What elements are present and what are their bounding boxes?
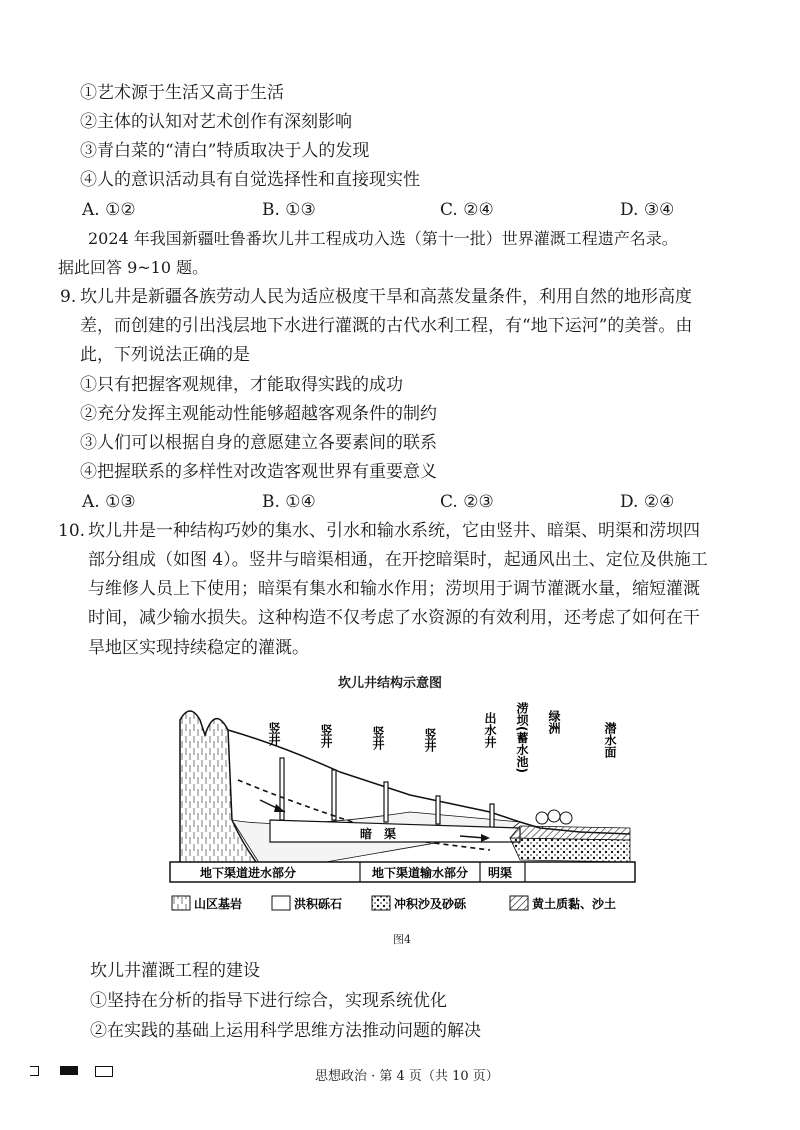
q9-option-c: C. ②③ bbox=[440, 492, 494, 512]
q10-stem-3: 与维修人员上下使用；暗渠有集水和输水作用；涝坝用于调节灌溉水量，缩短灌溉 bbox=[88, 579, 700, 599]
q9-statement-3: ③人们可以根据自身的意愿建立各要素间的联系 bbox=[80, 433, 437, 453]
q9-option-a: A. ①③ bbox=[82, 492, 136, 512]
shaft-2 bbox=[332, 770, 336, 820]
page-footer: 思想政治 · 第 4 页（共 10 页） bbox=[315, 1069, 499, 1084]
figure-caption: 图4 bbox=[393, 933, 411, 946]
q10-stem-1: 坎儿井是一种结构巧妙的集水、引水和输水系统，它由竖井、暗渠、明渠和涝坝四 bbox=[88, 521, 700, 541]
intro-line-1: 2024 年我国新疆吐鲁番坎儿井工程成功入选（第十一批）世界灌溉工程遗产名录。 bbox=[88, 229, 678, 248]
q9-stem-2: 差，而创建的引出浅层地下水进行灌溉的古代水利工程，有“地下运河”的美誉。由 bbox=[80, 316, 693, 336]
label-pond: 涝坝(蓄水池) bbox=[515, 702, 529, 773]
q9-number: 9. bbox=[60, 287, 77, 307]
prev-option-d: D. ③④ bbox=[620, 200, 675, 220]
legend-gravel: 洪积砾石 bbox=[294, 897, 343, 911]
prev-option-b: B. ①③ bbox=[262, 200, 316, 220]
q10-statement-1: ①坚持在分析的指导下进行综合，实现系统优化 bbox=[90, 991, 447, 1011]
legend-sand: 冲积沙及砂砾 bbox=[394, 897, 467, 911]
loess-soil bbox=[510, 826, 630, 840]
prev-statement-2: ②主体的认知对艺术创作有深刻影响 bbox=[80, 112, 352, 132]
legend-loess: 黄土质黏、沙土 bbox=[532, 897, 617, 911]
label-shaft-1: 竖井 bbox=[267, 722, 281, 746]
label-shaft-4: 竖井 bbox=[423, 728, 437, 752]
prev-statement-3: ③青白菜的“清白”特质取决于人的发现 bbox=[80, 141, 370, 161]
shaft-3 bbox=[384, 782, 388, 822]
oasis-tree-2 bbox=[548, 810, 560, 822]
prev-statement-4: ④人的意识活动具有自觉选择性和直接现实性 bbox=[80, 170, 420, 190]
section-open-channel: 明渠 bbox=[488, 866, 513, 880]
label-shaft-2: 竖井 bbox=[319, 724, 333, 748]
oasis-tree-1 bbox=[536, 812, 548, 824]
prev-option-a: A. ①② bbox=[82, 200, 136, 220]
shaft-4 bbox=[436, 796, 440, 824]
label-oasis: 绿洲 bbox=[547, 710, 561, 734]
label-water-table: 潜水面 bbox=[603, 722, 617, 758]
label-shaft-3: 竖井 bbox=[371, 726, 385, 750]
legend-swatch-bedrock bbox=[172, 896, 190, 910]
q9-stem-3: 此，下列说法正确的是 bbox=[80, 345, 250, 365]
label-canal: 暗 渠 bbox=[360, 827, 397, 841]
legend-bedrock: 山区基岩 bbox=[194, 897, 243, 911]
oasis-tree-3 bbox=[560, 812, 572, 824]
legend-swatch-sand bbox=[372, 896, 390, 910]
prev-option-c: C. ②④ bbox=[440, 200, 494, 220]
kanerjing-structure-diagram bbox=[160, 700, 650, 922]
prev-statement-1: ①艺术源于生活又高于生活 bbox=[80, 83, 284, 103]
q10-stem-5: 旱地区实现持续稳定的灌溉。 bbox=[88, 638, 309, 658]
q9-statement-4: ④把握联系的多样性对改造客观世界有重要意义 bbox=[80, 462, 437, 482]
alluvial-sand bbox=[510, 838, 630, 862]
label-outlet: 出水井 bbox=[483, 712, 497, 748]
outlet-shaft bbox=[490, 804, 494, 828]
q10-question: 坎儿井灌溉工程的建设 bbox=[90, 961, 260, 981]
q10-stem-4: 时间，减少输水损失。这种构造不仅考虑了水资源的有效利用，还考虑了如何在干 bbox=[88, 608, 700, 628]
q9-statement-2: ②充分发挥主观能动性能够超越客观条件的制约 bbox=[80, 404, 437, 424]
section-conveyance: 地下渠道输水部分 bbox=[372, 866, 469, 880]
footer-mark-bracket bbox=[30, 1066, 39, 1076]
legend-swatch-gravel bbox=[272, 896, 290, 910]
footer-mark-filled bbox=[60, 1066, 78, 1075]
section-intake: 地下渠道进水部分 bbox=[200, 866, 297, 880]
legend-swatch-loess bbox=[510, 896, 528, 910]
q9-statement-1: ①只有把握客观规律，才能取得实践的成功 bbox=[80, 375, 403, 395]
q9-stem-1: 坎儿井是新疆各族劳动人民为适应极度干旱和高蒸发量条件，利用自然的地形高度 bbox=[80, 287, 692, 307]
q10-statement-2: ②在实践的基础上运用科学思维方法推动问题的解决 bbox=[90, 1021, 481, 1041]
q10-number: 10. bbox=[58, 521, 86, 541]
intro-line-2: 据此回答 9~10 题。 bbox=[58, 258, 209, 277]
footer-mark-empty bbox=[95, 1066, 113, 1077]
figure-title: 坎儿井结构示意图 bbox=[338, 676, 443, 691]
q9-option-b: B. ①④ bbox=[262, 492, 316, 512]
q9-option-d: D. ②④ bbox=[620, 492, 675, 512]
q10-stem-2: 部分组成（如图 4）。竖井与暗渠相通，在开挖暗渠时，起通风出土、定位及供施工 bbox=[88, 550, 708, 570]
